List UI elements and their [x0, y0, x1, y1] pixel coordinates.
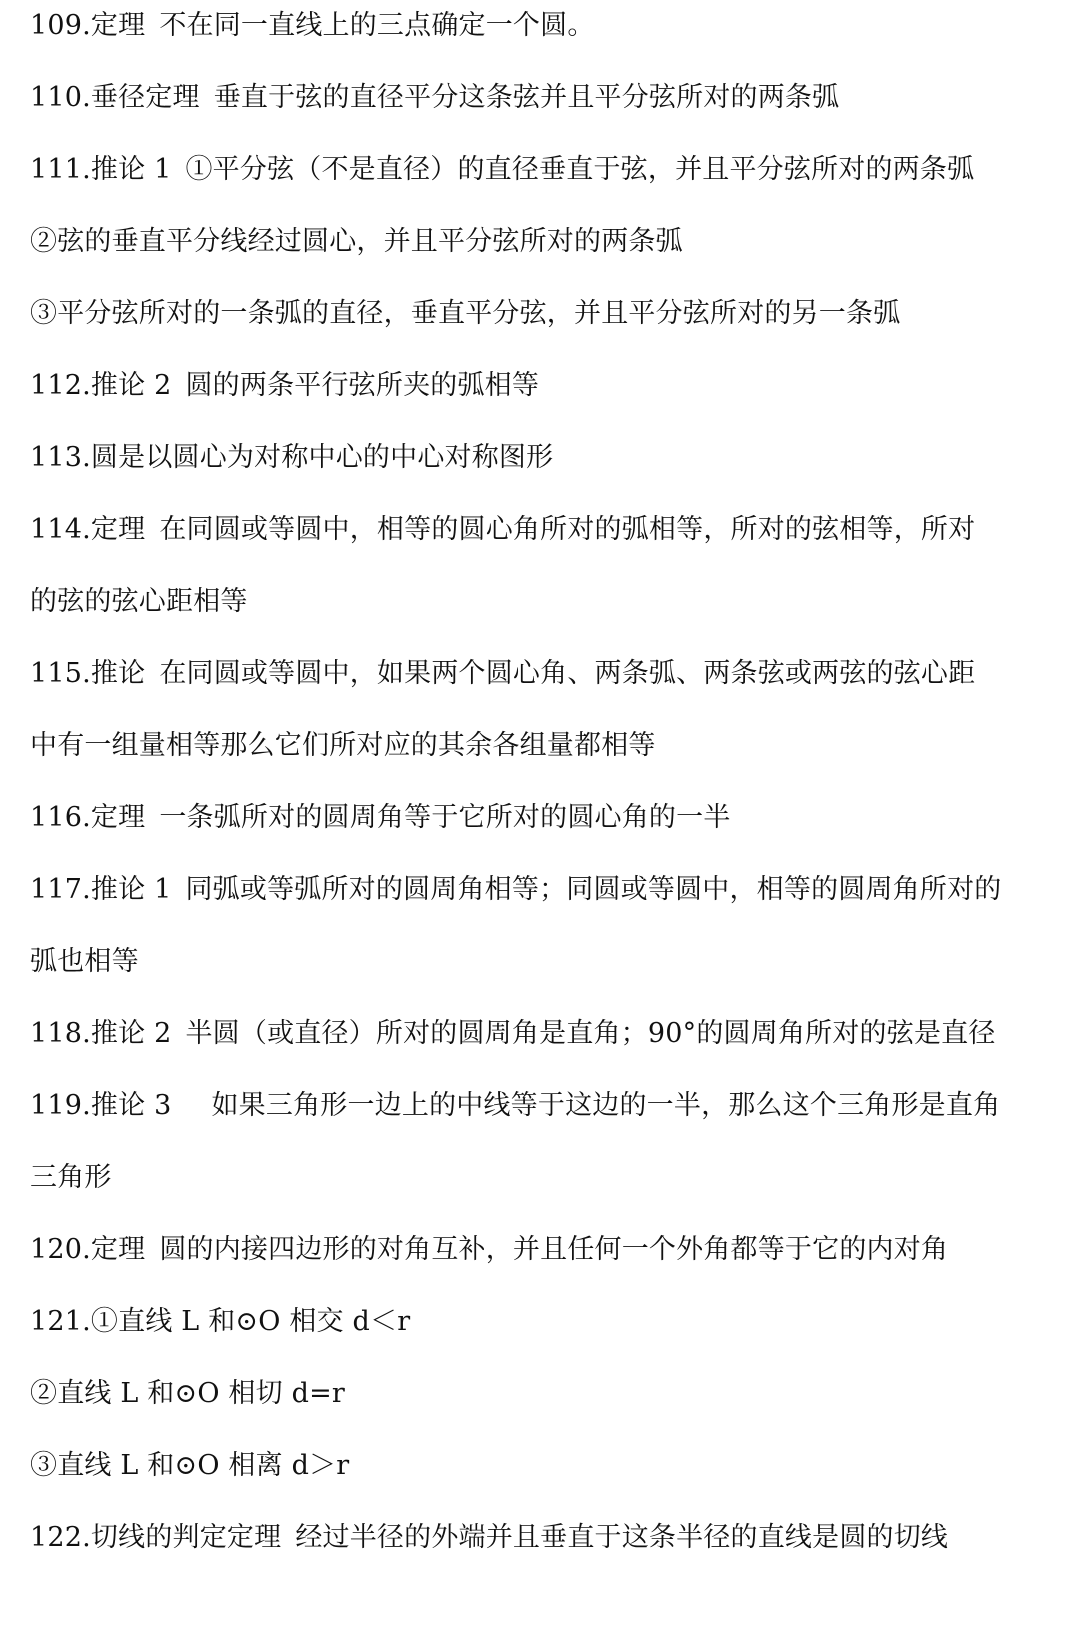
- theorem-119-line: [30, 1088, 1072, 1124]
- theorem-114-continuation: [30, 584, 1072, 620]
- theorem-118-line: [30, 1016, 1072, 1052]
- item-text: 经过半径的外端并且垂直于这条半径的直线是圆的切线: [295, 1522, 949, 1553]
- item-text: 在同圆或等圆中，如果两个圆心角、两条弧、两条弦或两弦的弦心距: [159, 658, 976, 689]
- theorem-111-line: [30, 152, 1072, 188]
- item-number: 119.: [30, 1090, 91, 1121]
- item-text: 圆是以圆心为对称中心的中心对称图形: [90, 442, 554, 473]
- item-heading: 推论 2: [90, 1018, 172, 1049]
- theorem-115-continuation: [30, 728, 1072, 764]
- item-heading: 垂径定理: [90, 82, 200, 113]
- theorem-111-clause-2: [30, 224, 1072, 260]
- item-number: 115.: [30, 658, 91, 689]
- item-heading: 定理: [90, 802, 146, 833]
- item-text: 弧也相等: [30, 946, 139, 977]
- item-number: 111.: [30, 154, 91, 185]
- item-number: 120.: [30, 1234, 91, 1265]
- item-text: ①平分弦（不是直径）的直径垂直于弦，并且平分弦所对的两条弧: [185, 154, 975, 185]
- item-number: 122.: [30, 1522, 91, 1553]
- item-number: 112.: [30, 370, 91, 401]
- item-heading: 推论 1: [90, 154, 172, 185]
- item-text: 三角形: [30, 1162, 112, 1193]
- item-number: 114.: [30, 514, 91, 545]
- theorem-117-line: [30, 872, 1072, 908]
- item-text: ①直线 L 和⊙O 相交 d＜r: [90, 1306, 411, 1337]
- item-text: 不在同一直线上的三点确定一个圆。: [159, 10, 595, 41]
- item-number: 116.: [30, 802, 91, 833]
- theorem-121-clause-2: [30, 1376, 1072, 1412]
- item-heading: 推论 2: [90, 370, 172, 401]
- item-heading: 推论 1: [90, 874, 172, 905]
- item-text: 圆的内接四边形的对角互补，并且任何一个外角都等于它的内对角: [159, 1234, 949, 1265]
- item-heading: 定理: [90, 10, 146, 41]
- theorem-115-line: [30, 656, 1072, 692]
- theorem-116-line: [30, 800, 1072, 836]
- item-text: ③平分弦所对的一条弧的直径，垂直平分弦，并且平分弦所对的另一条弧: [30, 298, 901, 329]
- item-heading: 推论 3: [90, 1090, 172, 1121]
- theorem-111-clause-3: [30, 296, 1072, 332]
- item-number: 118.: [30, 1018, 91, 1049]
- item-text: 中有一组量相等那么它们所对应的其余各组量都相等: [30, 730, 656, 761]
- theorem-121-clause-3: [30, 1448, 1072, 1484]
- item-text: 如果三角形一边上的中线等于这边的一半，那么这个三角形是直角: [211, 1090, 1001, 1121]
- item-text: 一条弧所对的圆周角等于它所对的圆心角的一半: [159, 802, 731, 833]
- theorem-121-line: [30, 1304, 1072, 1340]
- item-text: 在同圆或等圆中，相等的圆心角所对的弧相等，所对的弦相等，所对: [159, 514, 976, 545]
- item-heading: 定理: [90, 1234, 146, 1265]
- theorem-113-line: [30, 440, 1072, 476]
- item-text: ②弦的垂直平分线经过圆心，并且平分弦所对的两条弧: [30, 226, 683, 257]
- item-heading: 推论: [90, 658, 146, 689]
- item-text: ③直线 L 和⊙O 相离 d＞r: [30, 1450, 350, 1481]
- item-text: 半圆（或直径）所对的圆周角是直角；90°的圆周角所对的弦是直径: [185, 1018, 996, 1049]
- item-text: 垂直于弦的直径平分这条弦并且平分弦所对的两条弧: [213, 82, 840, 113]
- theorem-122-line: [30, 1520, 1072, 1556]
- theorem-114-line: [30, 512, 1072, 548]
- theorem-110-line: [30, 80, 1072, 116]
- item-text: ②直线 L 和⊙O 相切 d=r: [30, 1378, 346, 1409]
- item-number: 121.: [30, 1306, 91, 1337]
- item-heading: 切线的判定定理: [90, 1522, 282, 1553]
- theorem-112-line: [30, 368, 1072, 404]
- theorem-117-continuation: [30, 944, 1072, 980]
- item-number: 113.: [30, 442, 91, 473]
- item-text: 的弦的弦心距相等: [30, 586, 248, 617]
- item-number: 110.: [30, 82, 91, 113]
- item-text: 同弧或等弧所对的圆周角相等；同圆或等圆中，相等的圆周角所对的: [185, 874, 1002, 905]
- item-text: 圆的两条平行弦所夹的弧相等: [185, 370, 540, 401]
- item-heading: 定理: [90, 514, 146, 545]
- item-number: 109.: [30, 10, 91, 41]
- theorem-119-continuation: [30, 1160, 1072, 1196]
- item-number: 117.: [30, 874, 91, 905]
- theorem-109-line: [30, 8, 1072, 44]
- theorem-120-line: [30, 1232, 1072, 1268]
